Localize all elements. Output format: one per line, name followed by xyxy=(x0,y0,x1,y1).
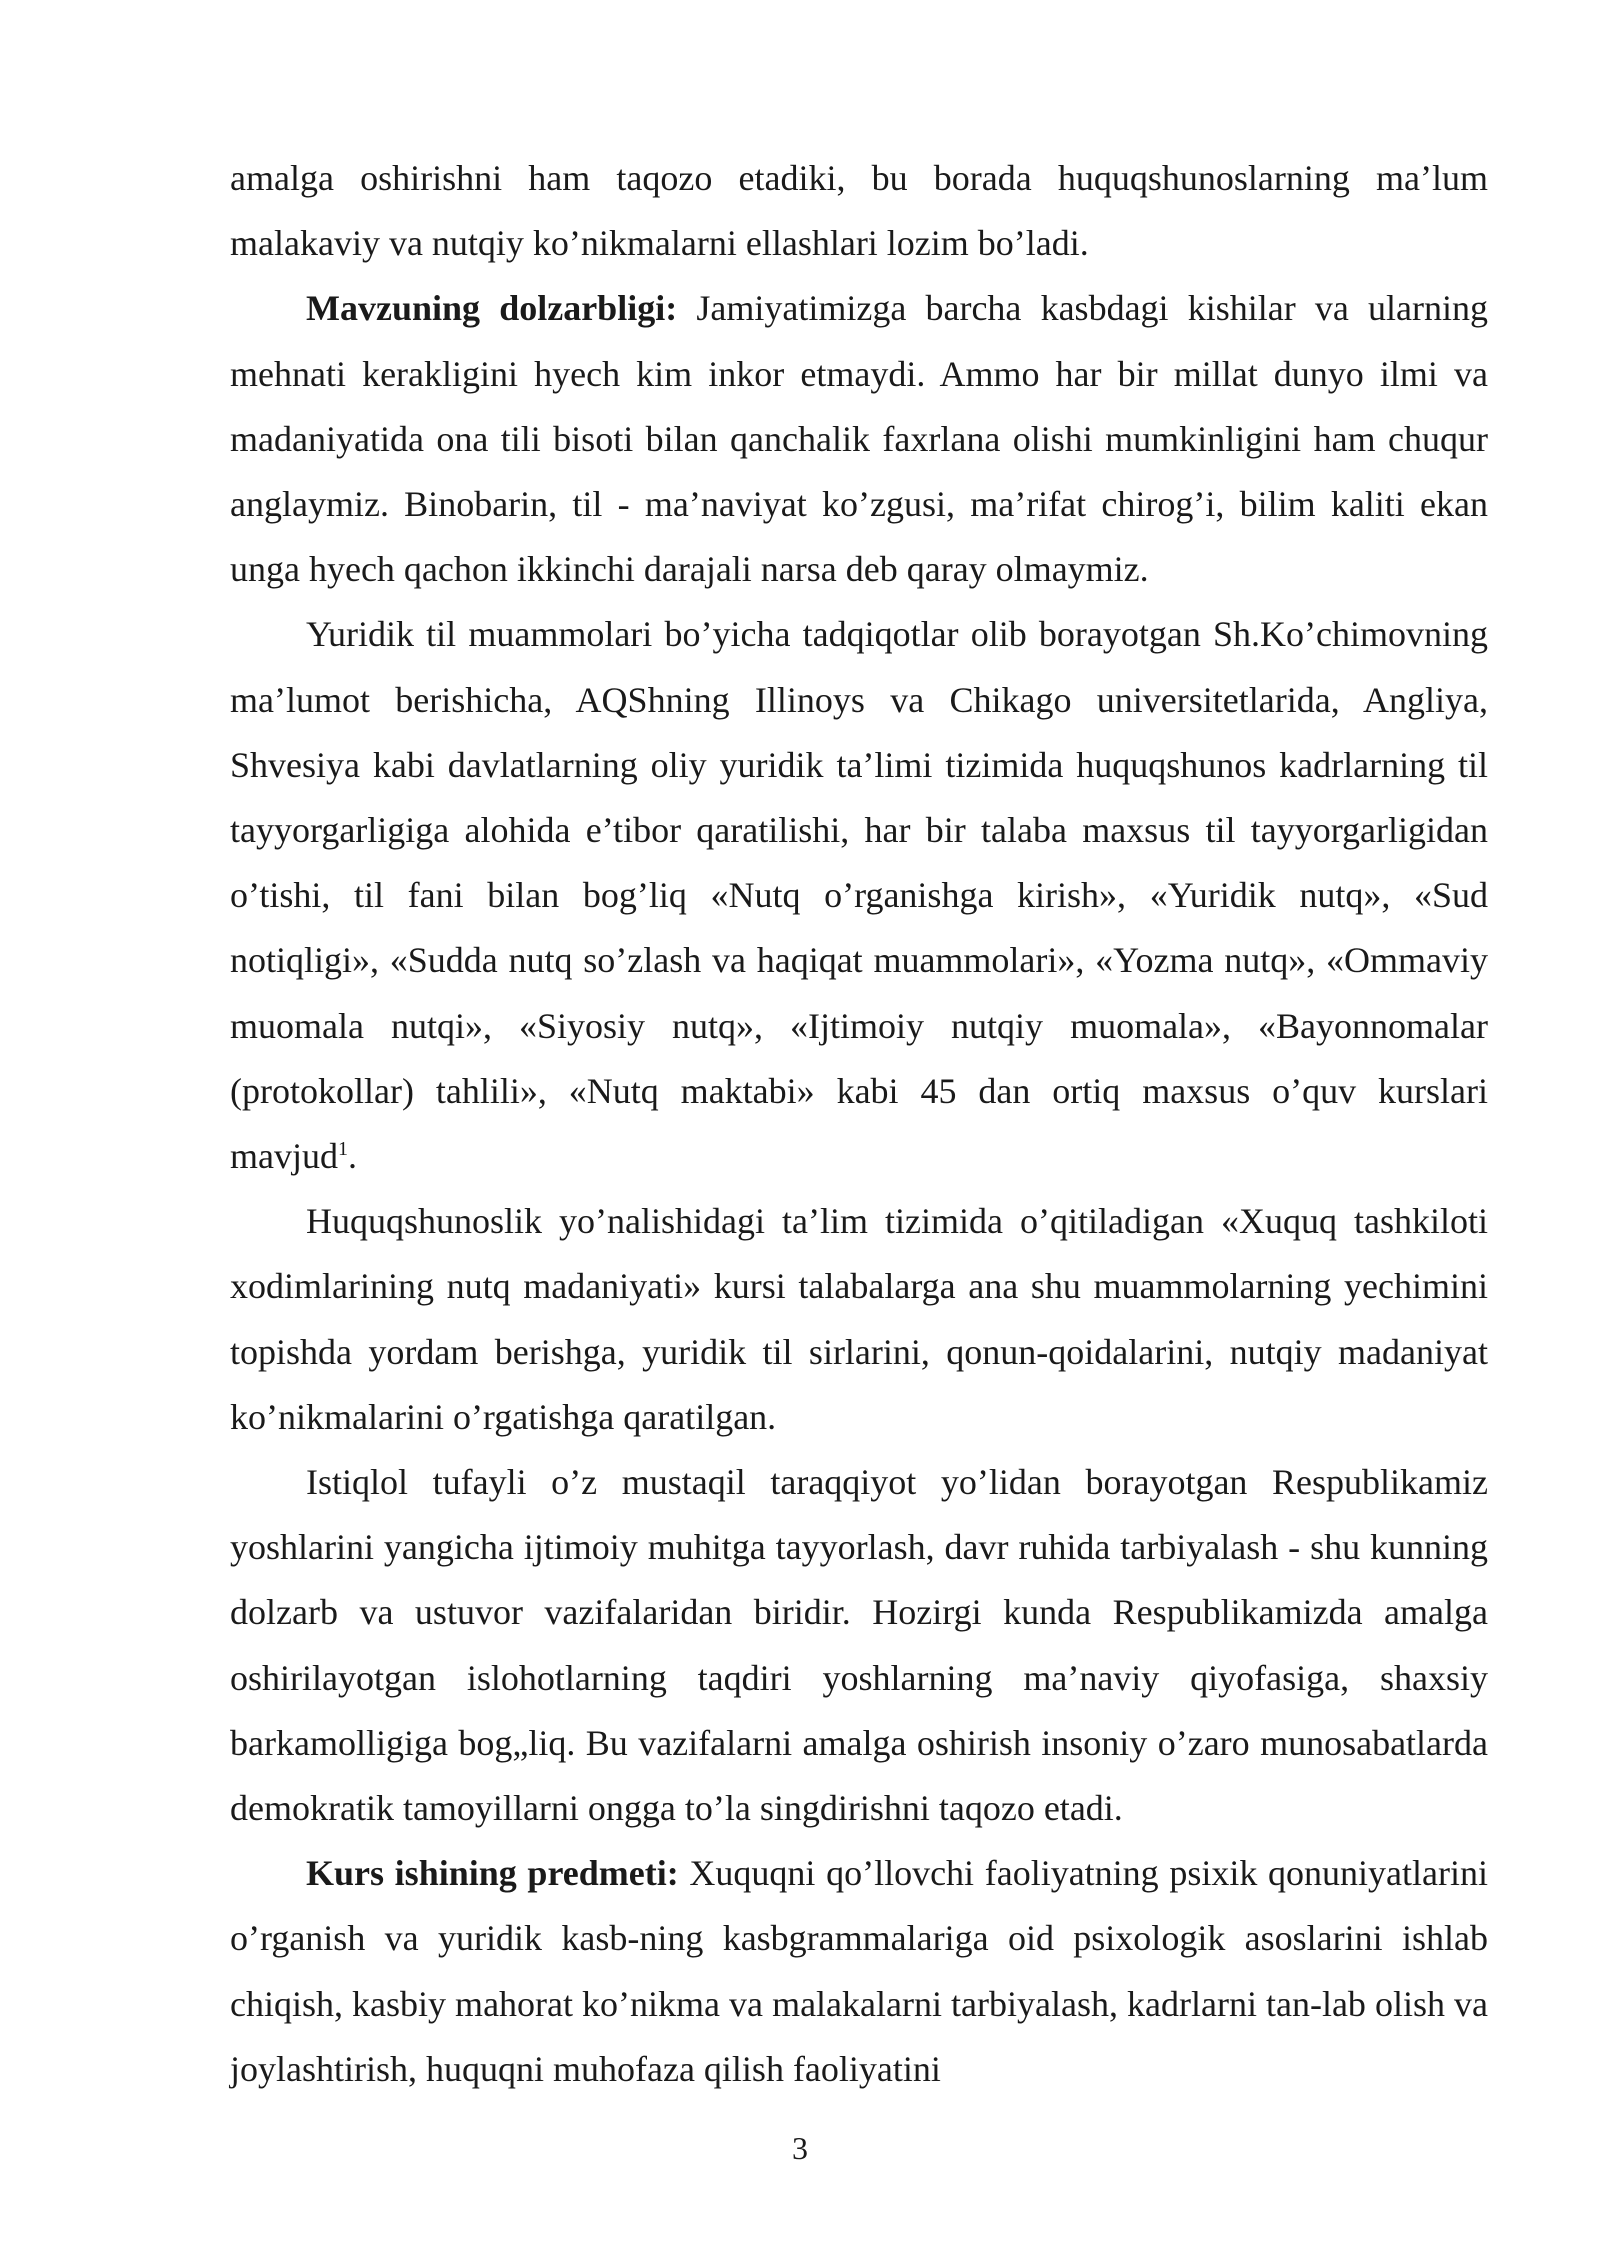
paragraph-text: Jamiyatimizga barcha kasbdagi kishilar va ularning mehnati kerakligini hyech kim inkor etmaydi. Ammo har bir millat dunyo ilmi va madaniyatida ona tili bisoti bilan qanchalik faxrlana olishi mumkinligini ham chuqur anglaymiz. Binobarin, til - ma’naviyat ko’zgusi, ma’rifat chirog’i, bilim kaliti ekan unga hyech qachon ikkinchi darajali narsa deb qaray olmaymiz. xyxy=(230,288,1488,590)
paragraph-lead-subject: Kurs ishining predmeti: xyxy=(306,1853,679,1894)
paragraph-relevance xyxy=(230,276,1488,602)
paragraph-course-purpose xyxy=(230,1189,1488,1450)
paragraph-text: Istiqlol tufayli o’z mustaqil taraqqiyot yo’lidan borayotgan Respublikamiz yoshlarini yangicha ijtimoiy muhitga tayyorlash, davr ruhida tarbiyalash - shu kunning dolzarb va ustuvor vazifalaridan biridir. Hozirgi kunda Respublikamizda amalga oshirilayotgan islohotlarning taqdiri yoshlarning ma’naviy qiyofasiga, shaxsiy barkamolligiga bog„liq. Bu vazifalarni amalga oshirish insoniy o’zaro munosabatlarda demokratik tamoyillarni ongga to’la singdirishni taqozo etadi. xyxy=(230,1462,1488,1829)
paragraph-text: amalga oshirishni ham taqozo etadiki, bu borada huquqshunoslarning ma’lum malakaviy va nutqiy ko’nikmalarni ellashlari lozim bo’ladi. xyxy=(230,158,1488,264)
page-number: 3 xyxy=(792,2130,808,2166)
paragraph-text: Xuquqni qo’llovchi faoliyatning psixik qonuniyatlarini o’rganish va yuridik kasb-ning kasbgrammalariga oid psixologik asoslarini ishlab chiqish, kasbiy mahorat ko’nikma va malakalarni tarbiyalash, kadrlarni tan-lab olish va joylashtirish, huquqni muhofaza qilish faoliyatini xyxy=(230,1853,1488,2089)
paragraph-text: Yuridik til muammolari bo’yicha tadqiqotlar olib borayotgan Sh.Ko’chimovning ma’lumot berishicha, AQShning Illinoys va Chikago universitetlarida, Angliya, Shvesiya kabi davlatlarning oliy yuridik ta’limi tizimida huquqshunos kadrlarning til tayyorgarligiga alohida e’tibor qaratilishi, har bir talaba maxsus til tayyorgarligidan o’tishi, til fani bilan bog’liq «Nutq o’rganishga kirish», «Yuridik nutq», «Sud notiqligi», «Sudda nutq so’zlash va haqiqat muammolari», «Yozma nutq», «Ommaviy muomala nutqi», «Siyosiy nutq», «Ijtimoiy nutqiy muomala», «Bayonnomalar (protokollar) tahlili», «Nutq maktabi» kabi 45 dan ortiq maxsus o’quv kurslari mavjud xyxy=(230,614,1488,1177)
paragraph-text: Huquqshunoslik yo’nalishidagi ta’lim tizimida o’qitiladigan «Xuquq tashkiloti xodimlarining nutq madaniyati» kursi talabalarga ana shu muammolarning yechimini topishda yordam berishga, yuridik til sirlarini, qonun-qoidalarini, nutqiy madaniyat ko’nikmalarini o’rgatishga qaratilgan. xyxy=(230,1201,1488,1437)
paragraph-subject xyxy=(230,1841,1488,2102)
paragraph-legal-language-research xyxy=(230,602,1488,1189)
paragraph-continuation xyxy=(230,146,1488,276)
paragraph-lead-relevance: Mavzuning dolzarbligi: xyxy=(306,288,678,329)
document-body xyxy=(230,146,1488,2102)
paragraph-independence xyxy=(230,1450,1488,1841)
footnote-reference[interactable]: 1 xyxy=(337,1138,348,1161)
paragraph-text-end: . xyxy=(347,1136,357,1177)
